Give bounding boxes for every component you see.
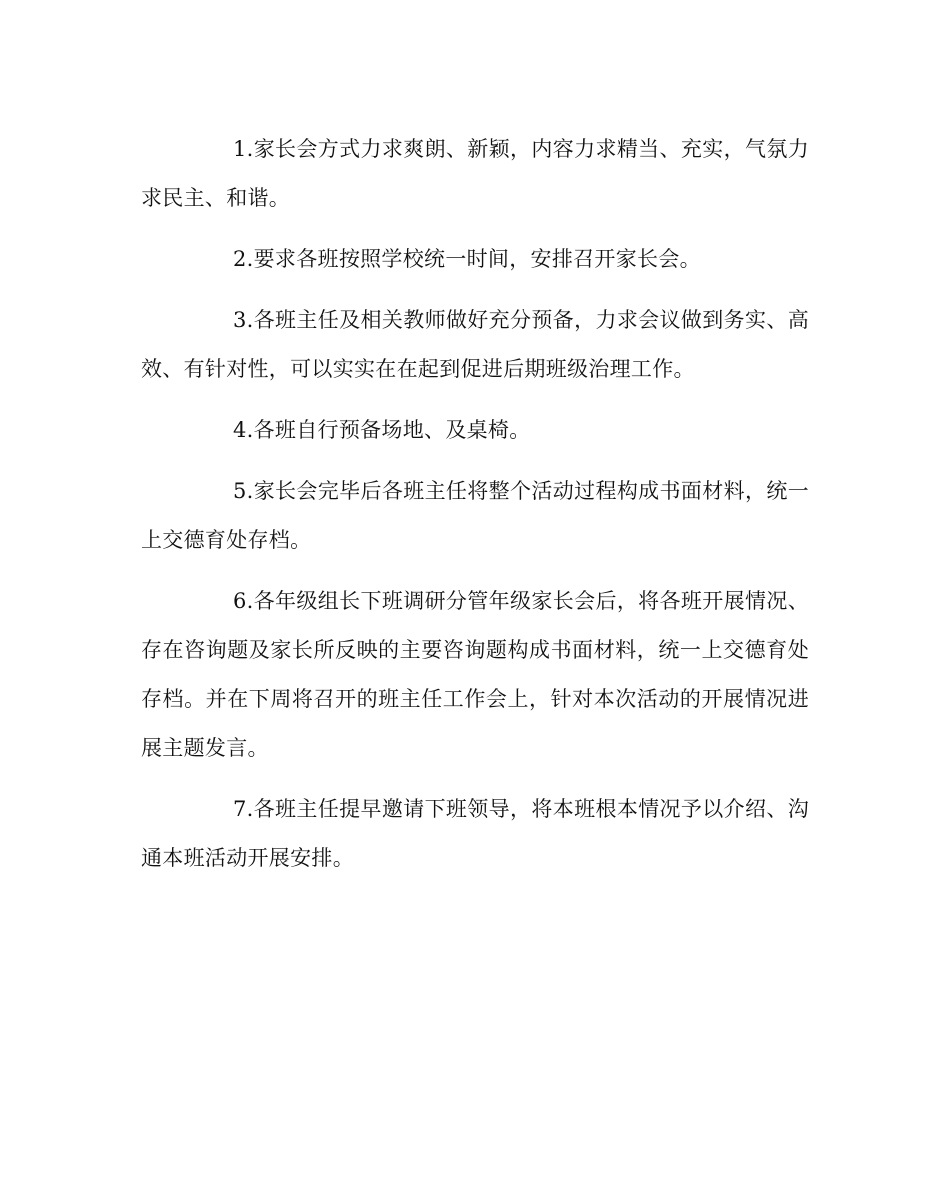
paragraph-4: 4.各班自行预备场地、及桌椅。: [233, 418, 531, 442]
paragraph-1: 1.家长会方式力求爽朗、新颖，内容力求精当、充实，气氛力求民主、和谐。: [141, 137, 809, 210]
paragraph-7: 7.各班主任提早邀请下班领导，将本班根本情况予以介绍、沟通本班活动开展安排。: [141, 797, 809, 870]
paragraph-6: 6.各年级组长下班调研分管年级家长会后，将各班开展情况、存在咨询题及家长所反映的主要咨询题构成书面材料，统一上交德育处存档。并在下周将召开的班主任工作会上，针对本次活动的开展情况进展主题发言。: [141, 589, 809, 760]
paragraph-3: 3.各班主任及相关教师做好充分预备，力求会议做到务实、高效、有针对性，可以实实在在起到促进后期班级治理工作。: [141, 308, 809, 381]
paragraph-5: 5.家长会完毕后各班主任将整个活动过程构成书面材料，统一上交德育处存档。: [141, 479, 809, 552]
document-body: [141, 125, 809, 895]
paragraph-2: 2.要求各班按照学校统一时间，安排召开家长会。: [233, 247, 701, 271]
